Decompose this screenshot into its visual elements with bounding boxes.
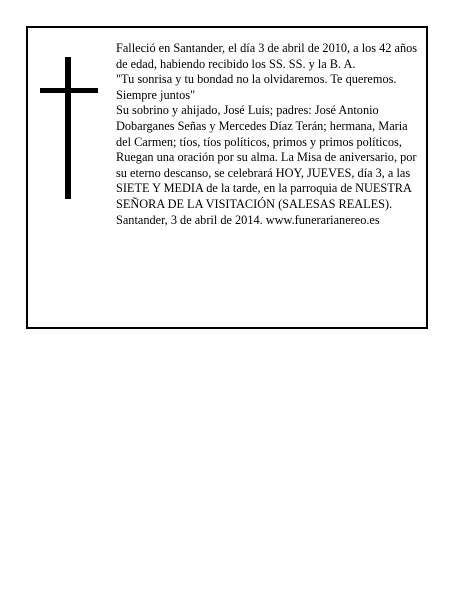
family-quote: "Tu sonrisa y tu bondad no la olvidaremos. Te queremos. Siempre juntos" xyxy=(116,72,397,102)
obituary-notice xyxy=(26,26,428,329)
cross-icon xyxy=(40,57,98,199)
death-announcement: Falleció en Santander, el día 3 de abril de 2010, a los 42 años de edad, habiendo recibido los SS. SS. y la B. A. xyxy=(116,41,418,71)
cross-vertical-bar xyxy=(65,57,71,199)
cross-horizontal-bar xyxy=(40,88,98,93)
place-date-website: Santander, 3 de abril de 2014. www.funerarianereo.es xyxy=(116,212,380,227)
family-members: Su sobrino y ahijado, José Luis; padres: José Antonio Dobarganes Señas y Mercedes Díaz Terán; hermana, Maria del Carmen; tíos, tíos políticos, primos y primos políticos, xyxy=(116,103,408,149)
mass-announcement: Ruegan una oración por su alma. La Misa de aniversario, por su eterno descanso, se celebrará HOY, JUEVES, día 3, a las SIETE Y MEDIA de la tarde, en la parroquia de NUESTRA SEÑORA DE LA VISITACIÓN (SALESAS REALES). xyxy=(116,150,417,211)
notice-text xyxy=(116,41,424,228)
